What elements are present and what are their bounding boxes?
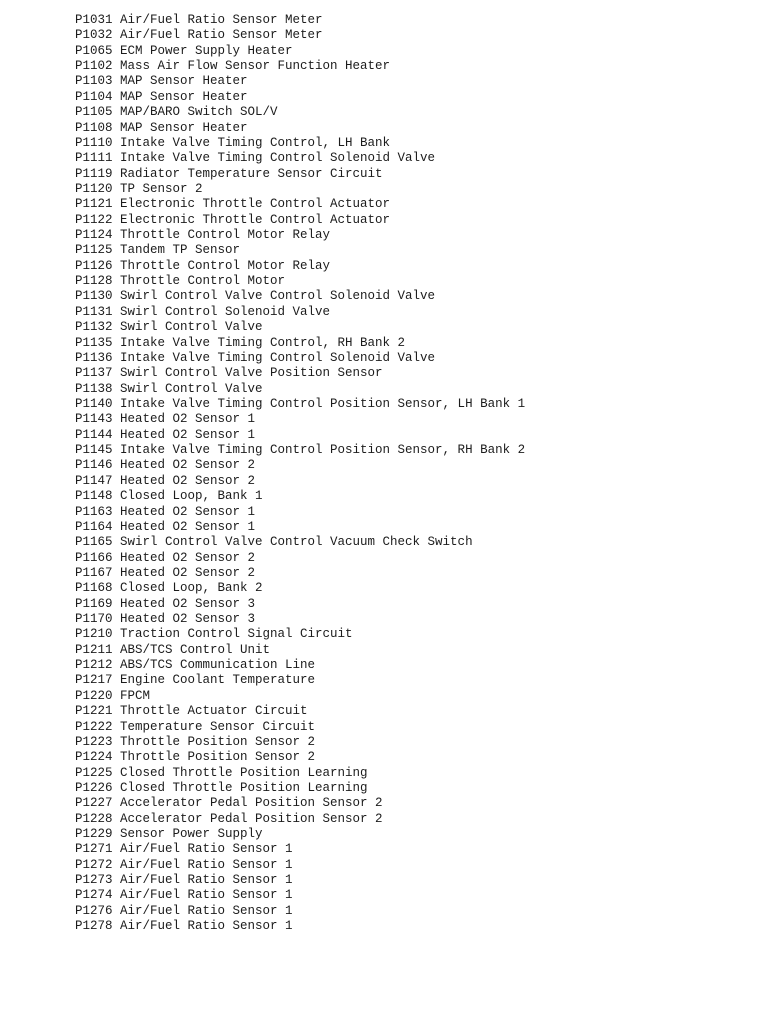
code-line: P1130 Swirl Control Valve Control Solenoid Valve	[75, 289, 436, 304]
code-line: P1120 TP Sensor 2	[75, 181, 203, 196]
code-line: P1135 Intake Valve Timing Control, RH Bank 2	[75, 335, 406, 350]
code-line: P1225 Closed Throttle Position Learning	[75, 765, 368, 780]
code-line: P1124 Throttle Control Motor Relay	[75, 228, 331, 243]
code-line: P1105 MAP/BARO Switch SOL/V	[75, 105, 278, 120]
code-line: P1222 Temperature Sensor Circuit	[75, 719, 316, 734]
code-line: P1102 Mass Air Flow Sensor Function Heater	[75, 59, 391, 74]
code-line: P1144 Heated O2 Sensor 1	[75, 427, 256, 442]
code-line: P1211 ABS/TCS Control Unit	[75, 642, 271, 657]
code-line: P1136 Intake Valve Timing Control Solenoid Valve	[75, 350, 436, 365]
code-line: P1224 Throttle Position Sensor 2	[75, 750, 316, 765]
code-line: P1119 Radiator Temperature Sensor Circuit	[75, 166, 383, 181]
code-line: P1163 Heated O2 Sensor 1	[75, 504, 256, 519]
code-line: P1143 Heated O2 Sensor 1	[75, 412, 256, 427]
code-line: P1271 Air/Fuel Ratio Sensor 1	[75, 842, 293, 857]
code-line: P1168 Closed Loop, Bank 2	[75, 581, 263, 596]
code-line: P1226 Closed Throttle Position Learning	[75, 780, 368, 795]
code-line: P1223 Throttle Position Sensor 2	[75, 734, 316, 749]
code-line: P1210 Traction Control Signal Circuit	[75, 627, 353, 642]
code-line: P1221 Throttle Actuator Circuit	[75, 704, 308, 719]
code-line: P1166 Heated O2 Sensor 2	[75, 550, 256, 565]
code-line: P1121 Electronic Throttle Control Actuator	[75, 197, 391, 212]
code-line: P1273 Air/Fuel Ratio Sensor 1	[75, 873, 293, 888]
code-line: P1145 Intake Valve Timing Control Position Sensor, RH Bank 2	[75, 443, 526, 458]
code-line: P1131 Swirl Control Solenoid Valve	[75, 304, 331, 319]
code-line: P1111 Intake Valve Timing Control Solenoid Valve	[75, 151, 436, 166]
code-line: P1148 Closed Loop, Bank 1	[75, 489, 263, 504]
code-line: P1274 Air/Fuel Ratio Sensor 1	[75, 888, 293, 903]
code-line: P1147 Heated O2 Sensor 2	[75, 473, 256, 488]
code-line: P1170 Heated O2 Sensor 3	[75, 612, 256, 627]
code-line: P1138 Swirl Control Valve	[75, 381, 263, 396]
code-line: P1229 Sensor Power Supply	[75, 827, 263, 842]
code-line: P1164 Heated O2 Sensor 1	[75, 519, 256, 534]
code-line: P1146 Heated O2 Sensor 2	[75, 458, 256, 473]
trouble-code-list	[75, 13, 525, 935]
code-line: P1103 MAP Sensor Heater	[75, 74, 248, 89]
code-line: P1125 Tandem TP Sensor	[75, 243, 241, 258]
code-line: P1108 MAP Sensor Heater	[75, 120, 248, 135]
code-line: P1276 Air/Fuel Ratio Sensor 1	[75, 903, 293, 918]
code-line: P1167 Heated O2 Sensor 2	[75, 565, 256, 580]
code-line: P1126 Throttle Control Motor Relay	[75, 258, 331, 273]
code-line: P1169 Heated O2 Sensor 3	[75, 596, 256, 611]
code-line: P1228 Accelerator Pedal Position Sensor 2	[75, 811, 383, 826]
code-line: P1227 Accelerator Pedal Position Sensor 2	[75, 796, 383, 811]
code-line: P1104 MAP Sensor Heater	[75, 89, 248, 104]
code-line: P1110 Intake Valve Timing Control, LH Bank	[75, 135, 391, 150]
code-line: P1140 Intake Valve Timing Control Position Sensor, LH Bank 1	[75, 396, 526, 411]
code-line: P1137 Swirl Control Valve Position Sensor	[75, 366, 383, 381]
code-line: P1220 FPCM	[75, 688, 151, 703]
code-line: P1132 Swirl Control Valve	[75, 320, 263, 335]
code-line: P1165 Swirl Control Valve Control Vacuum Check Switch	[75, 535, 473, 550]
code-line: P1212 ABS/TCS Communication Line	[75, 658, 316, 673]
code-line: P1065 ECM Power Supply Heater	[75, 43, 293, 58]
code-line: P1272 Air/Fuel Ratio Sensor 1	[75, 857, 293, 872]
code-line: P1122 Electronic Throttle Control Actuator	[75, 212, 391, 227]
code-line: P1128 Throttle Control Motor	[75, 274, 286, 289]
code-line: P1217 Engine Coolant Temperature	[75, 673, 316, 688]
code-line: P1032 Air/Fuel Ratio Sensor Meter	[75, 28, 323, 43]
code-line: P1278 Air/Fuel Ratio Sensor 1	[75, 919, 293, 934]
code-line: P1031 Air/Fuel Ratio Sensor Meter	[75, 13, 323, 27]
